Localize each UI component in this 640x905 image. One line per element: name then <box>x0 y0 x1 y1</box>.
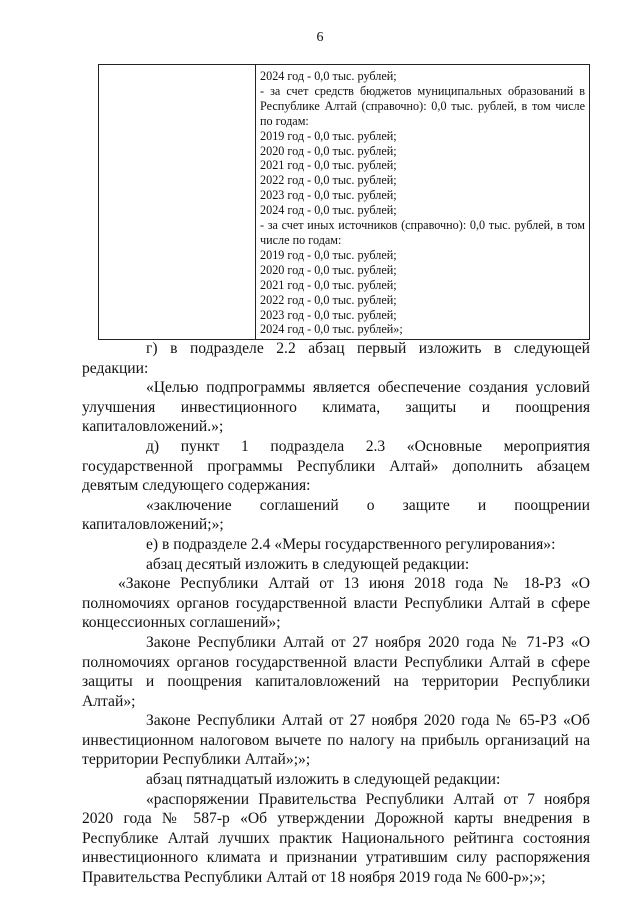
paragraph-law-1: «Законе Республики Алтай от 13 июня 2018 года № 18-РЗ «О полномочиях органов государственной власти Республики Алтай в сфере концессионных соглашений»; <box>82 575 590 632</box>
table-line: 2019 год - 0,0 тыс. рублей; <box>260 247 397 262</box>
table-line: 2022 год - 0,0 тыс. рублей; <box>260 292 397 307</box>
paragraph-g: г) в подразделе 2.2 абзац первый изложить в следующей редакции: <box>82 340 590 377</box>
table-line: 2022 год - 0,0 тыс. рублей; <box>260 173 397 188</box>
table-line: 2023 год - 0,0 тыс. рублей; <box>260 188 397 203</box>
table-line: 2024 год - 0,0 тыс. рублей; <box>260 69 397 83</box>
table-line: 2024 год - 0,0 тыс. рублей»; <box>260 322 403 337</box>
table-line: 2021 год - 0,0 тыс. рублей; <box>260 277 397 292</box>
paragraph-order: «распоряжении Правительства Республики Алтай от 7 ноября 2020 года № 587-р «Об утверждении Дорожной карты внедрения в Республике Алтай лучших практик Национального рейтинга состояния инвестиционного климата и признании утратившим силу распоряжения Правительства Республики Алтай от 18 ноября 2019 года № 600-р»;»; <box>82 790 590 887</box>
paragraph-tenth: абзац десятый изложить в следующей редакции: <box>146 555 470 573</box>
table-line: 2019 год - 0,0 тыс. рублей; <box>260 128 397 143</box>
page-number: 6 <box>316 30 324 45</box>
table-line: - за счет средств бюджетов муниципальных образований в Республике Алтай (справочно): 0,0 тыс. рублей, в том числе по годам: <box>260 83 585 128</box>
table-line: 2021 год - 0,0 тыс. рублей; <box>260 158 397 173</box>
document-body <box>82 339 590 888</box>
paragraph-goal: «Целью подпрограммы является обеспечение создания условий улучшения инвестиционного климата, защиты и поощрения капиталовложений.»; <box>82 379 590 436</box>
table-line: 2020 год - 0,0 тыс. рублей; <box>260 143 397 158</box>
paragraph-fifteenth: абзац пятнадцатый изложить в следующей редакции: <box>146 771 501 789</box>
table-cell-financing <box>260 69 585 337</box>
table-line: 2020 год - 0,0 тыс. рублей; <box>260 262 397 277</box>
table-line: - за счет иных источников (справочно): 0,0 тыс. рублей, в том числе по годам: <box>260 218 585 247</box>
financing-table <box>98 64 590 340</box>
paragraph-law-2: Законе Республики Алтай от 27 ноября 2020 года № 71-РЗ «О полномочиях органов государственной власти Республики Алтай в сфере защиты и поощрения капиталовложений на территории Республики Алтай»; <box>82 633 590 710</box>
paragraph-e: е) в подразделе 2.4 «Меры государственного регулирования»: <box>146 535 556 553</box>
table-column-divider <box>255 65 256 339</box>
paragraph-agreement: «заключение соглашений о защите и поощрении капиталовложений;»; <box>82 496 590 534</box>
paragraph-d: д) пункт 1 подраздела 2.3 «Основные мероприятия государственной программы Республики Алтай» дополнить абзацем девятым следующего содержания: <box>82 437 590 495</box>
table-line: 2024 год - 0,0 тыс. рублей; <box>260 203 397 218</box>
table-line: 2023 год - 0,0 тыс. рублей; <box>260 307 397 322</box>
paragraph-law-3: Законе Республики Алтай от 27 ноября 2020 года № 65-РЗ «Об инвестиционном налоговом вычете по налогу на прибыль организаций на территории Республики Алтай»;»; <box>82 712 590 769</box>
